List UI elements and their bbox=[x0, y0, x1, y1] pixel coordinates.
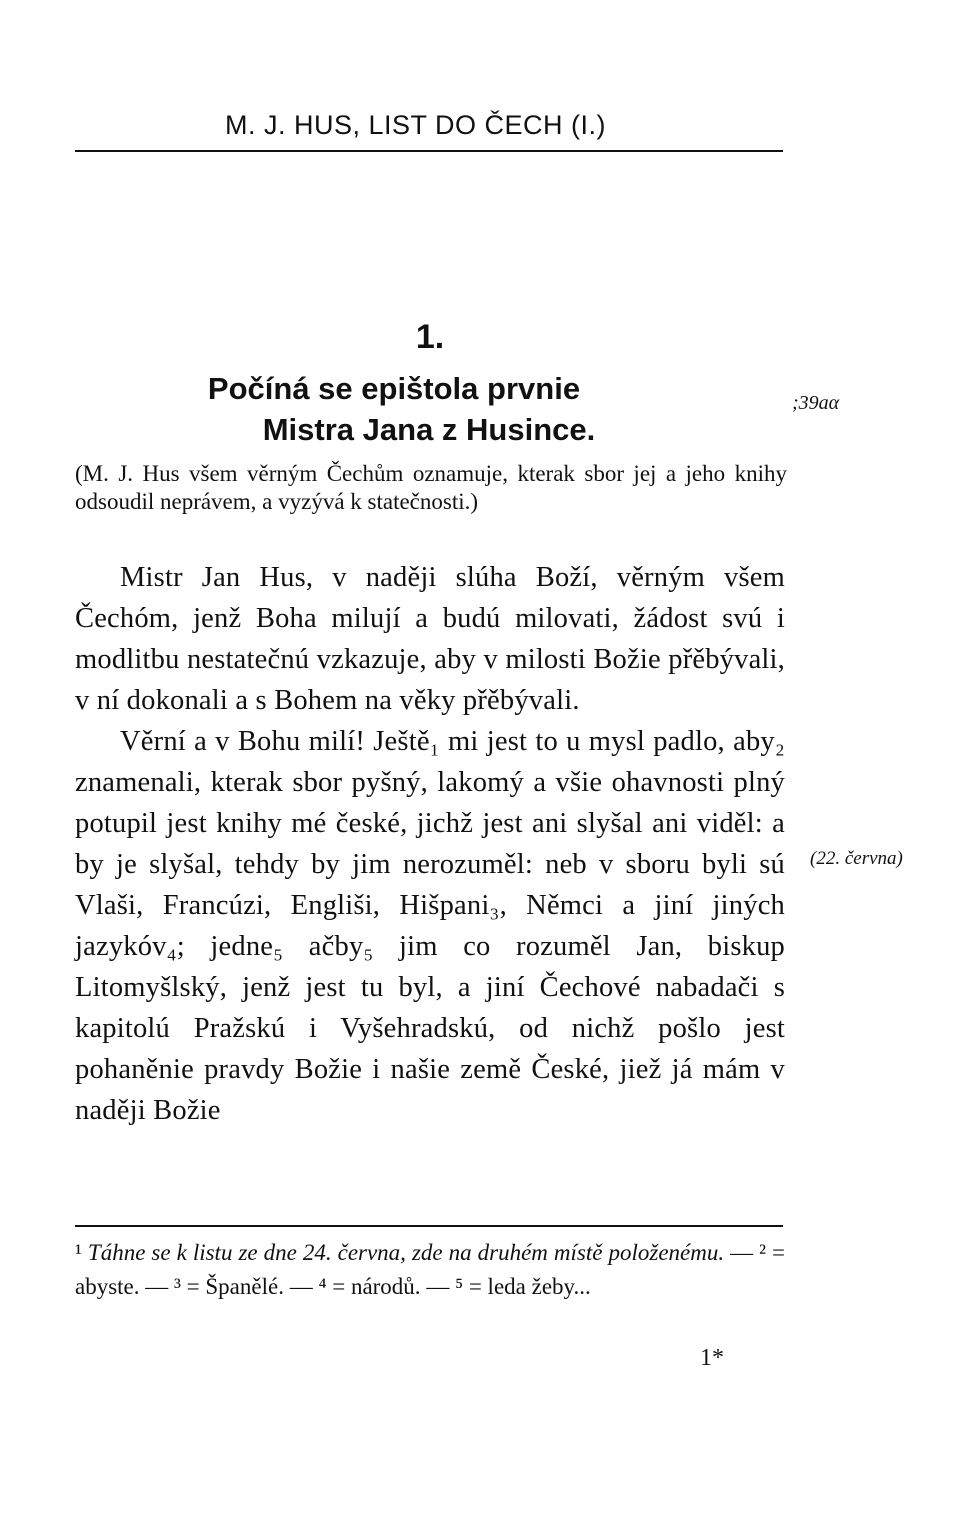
letter-body bbox=[75, 557, 785, 1131]
body-paragraph-2: Věrní a v Bohu milí! Ještě₁ mi jest to u mysl padlo, aby₂ znamenali, kterak sbor pyšný, lakomý a všie ohavnosti plný potupil jest knihy mé české, jichž jest ani slyšal ani viděl: a by je slyšal, tehdy by jim nerozuměl: neb v sboru byli sú Vlaši, Francúzi, Engliši, Hišpani₃, Němci a jiní jiných jazykóv₄; jedne₅ ačby₅ jim co rozuměl Jan, biskup Litomyšlský, jenž jest tu byl, a jiní Čechové nabadači s kapitolú Pražskú i Vyšehradskú, od nichž pošlo jest pohaněnie pravdy Božie i našie země České, jiež já mám v naději Božie bbox=[75, 726, 785, 1126]
footnotes bbox=[75, 1236, 785, 1304]
footnote-2: — ² = abyste. bbox=[75, 1240, 785, 1299]
footnote-4: — ⁴ = národů. bbox=[289, 1274, 421, 1299]
footnote-1-mark: ¹ bbox=[75, 1240, 82, 1265]
margin-date-ref: (22. června) bbox=[810, 848, 903, 869]
margin-folio-ref: ;39aα bbox=[792, 392, 840, 414]
title-line-2: Mistra Jana z Husince. bbox=[262, 412, 596, 447]
footnote-5: — ⁵ = leda žeby... bbox=[426, 1274, 591, 1299]
running-head-text: M. J. HUS, LIST DO ČECH (I.) bbox=[225, 110, 607, 140]
footnote-1-text: Táhne se k listu ze dne 24. června, zde na druhém místě položenému. bbox=[87, 1240, 725, 1265]
chapter-number: 1. bbox=[415, 318, 445, 356]
summary-abstract: (M. J. Hus všem věrným Čechům oznamuje, kterak sbor jej a jeho knihy odsoudil neprávem, a vyzývá k statečnosti.) bbox=[75, 461, 787, 514]
footnote-3: — ³ = Španělé. bbox=[145, 1274, 284, 1299]
signature-mark: 1* bbox=[700, 1345, 724, 1371]
header-rule bbox=[75, 150, 783, 152]
body-paragraph-1: Mistr Jan Hus, v naději slúha Boží, věrným všem Čechóm, jenž Boha milují a budú milovati, žádost svú i modlitbu nestatečnú vzkazuje, aby v milosti Božie přěbývali, v ní dokonali a s Bohem na věky přěbývali. bbox=[75, 562, 785, 716]
footnote-rule bbox=[75, 1225, 783, 1227]
chapter-title bbox=[75, 368, 783, 450]
title-line-1: Počíná se epištola prvnie bbox=[207, 371, 581, 406]
